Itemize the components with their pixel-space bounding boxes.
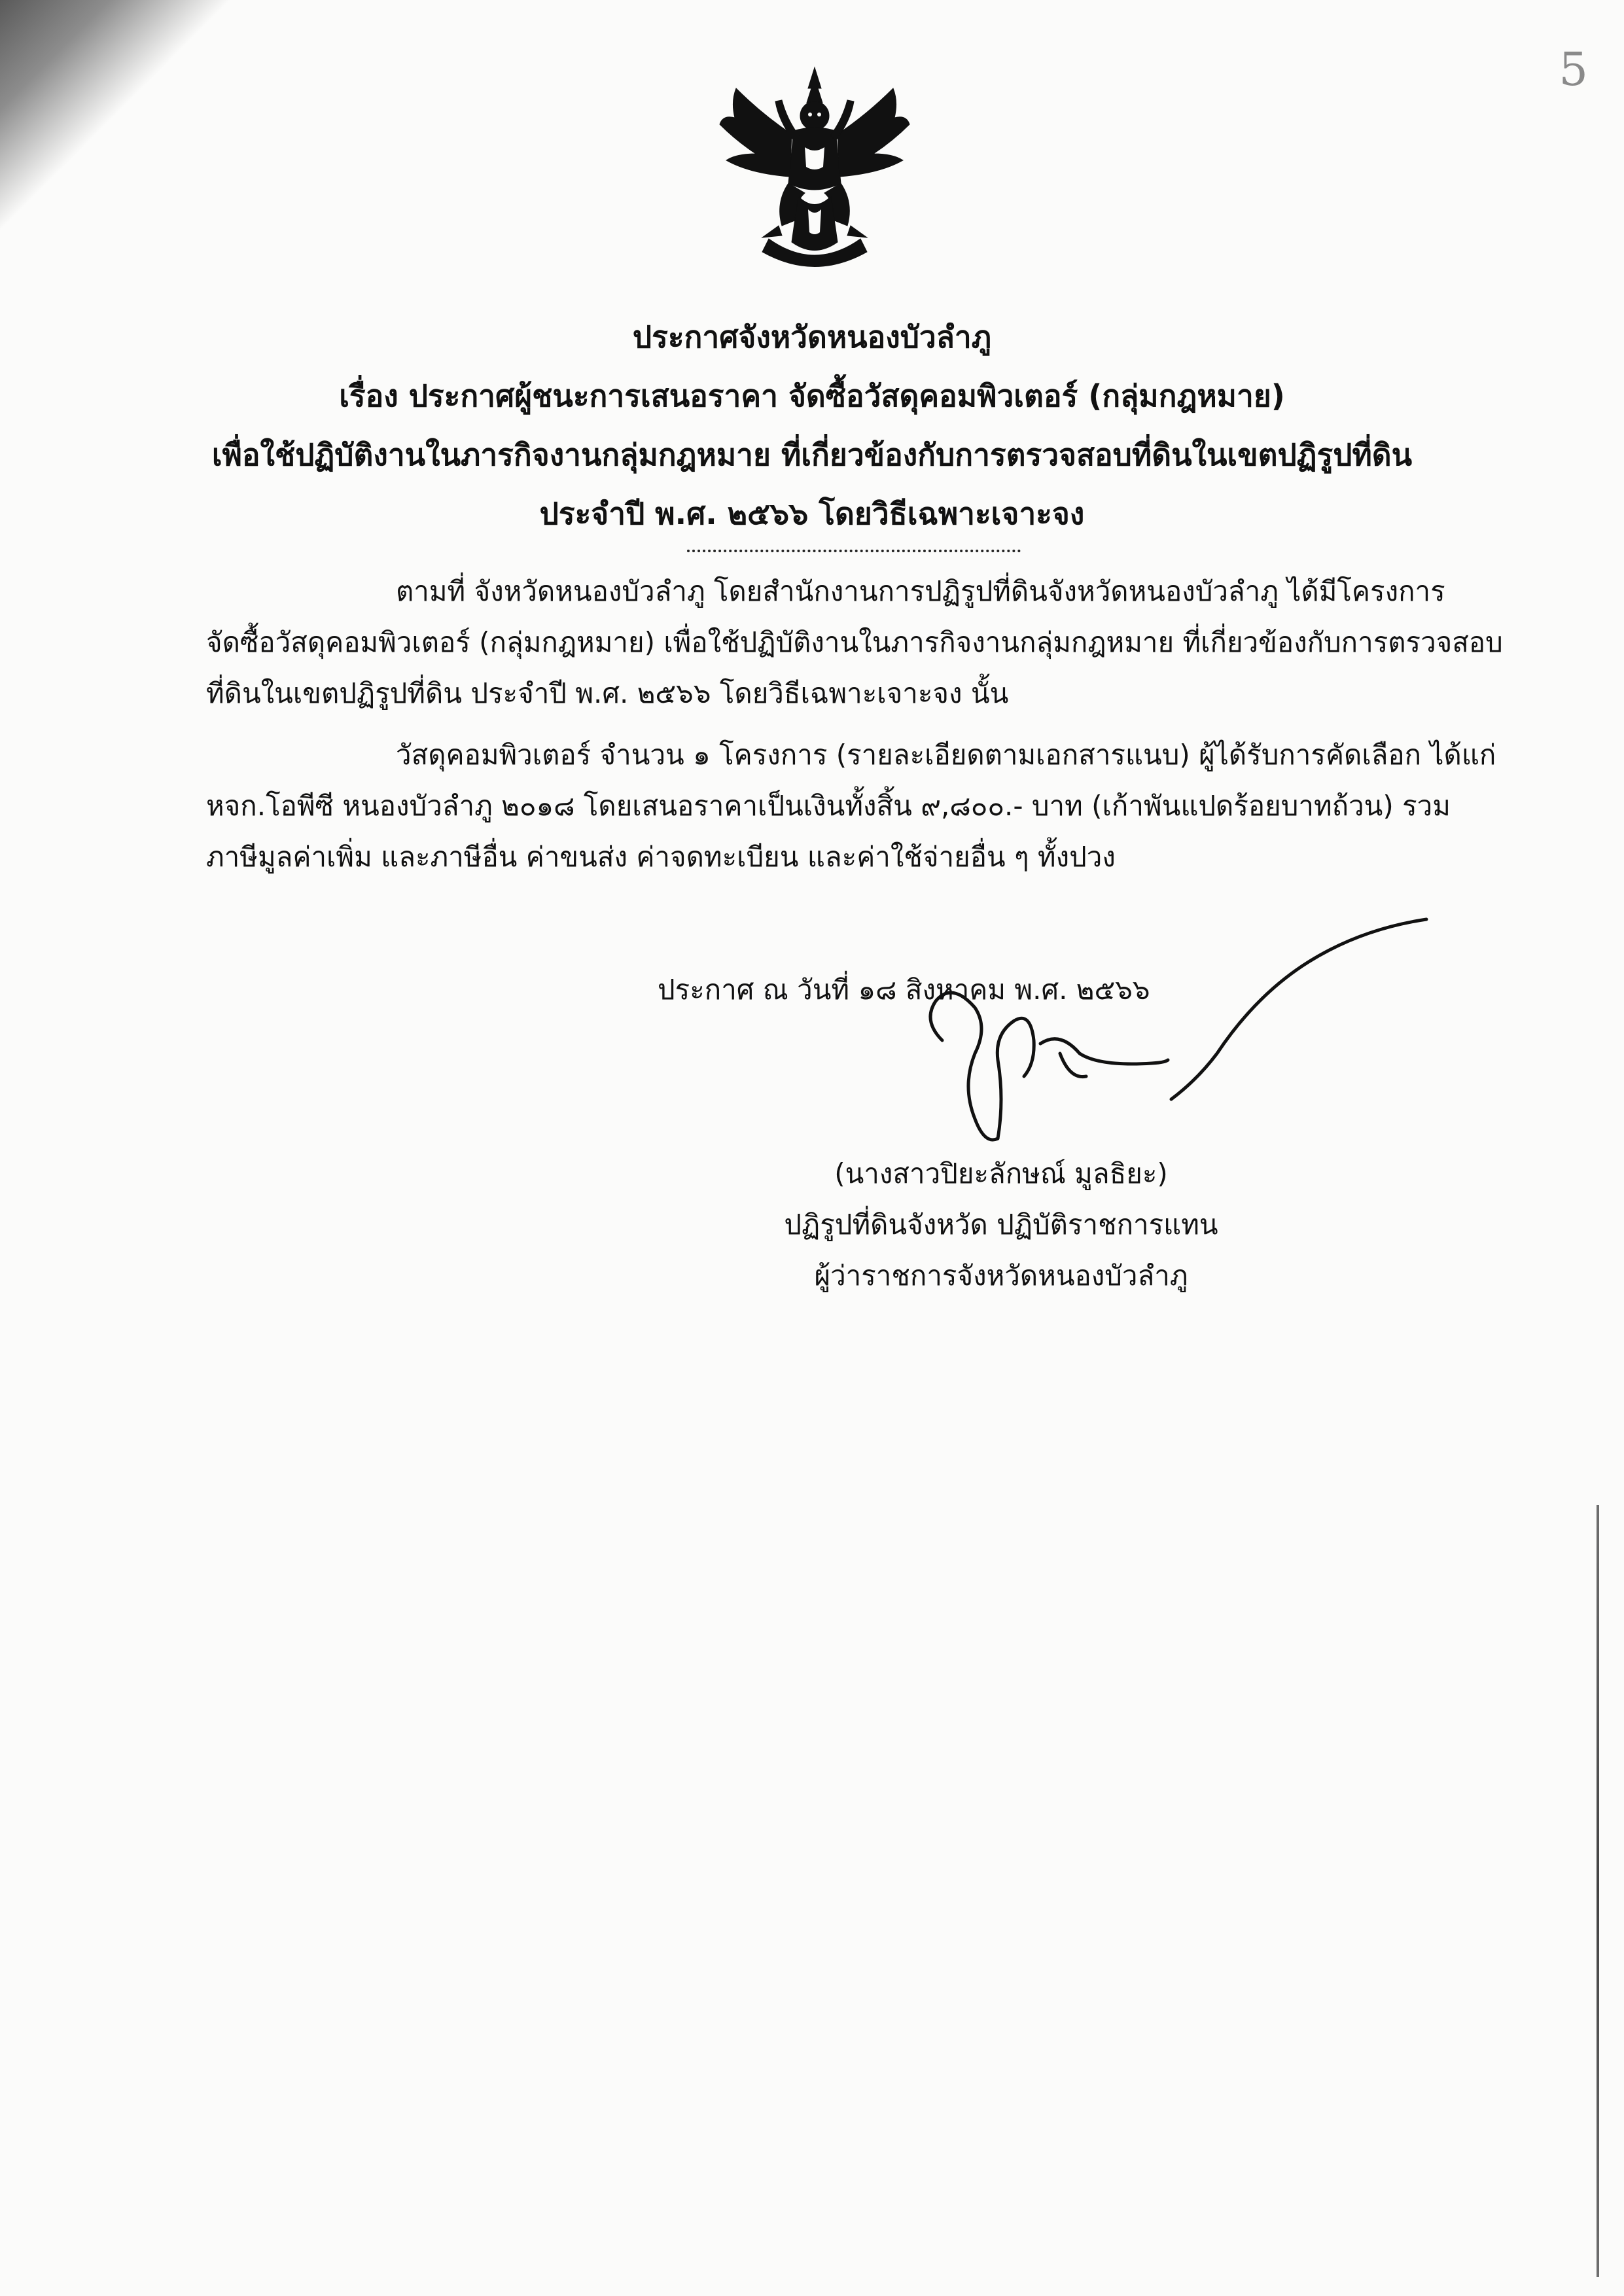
paragraph-background [206, 566, 1503, 719]
garuda-emblem-icon [716, 62, 913, 285]
scan-corner-shadow [0, 0, 275, 275]
dotted-divider [687, 550, 1021, 552]
heading-title: ประกาศจังหวัดหนองบัวลำภู [632, 319, 992, 355]
paragraph-line: หจก.โอพีซี หนองบัวลำภู ๒๐๑๘ โดยเสนอราคาเป็นเงินทั้งสิ้น ๙,๘๐๐.- บาท (เก้าพันแปดร้อยบาทถ้วน) รวม [206, 790, 1451, 822]
announcement-heading [0, 308, 1624, 543]
signatory-block [752, 1148, 1250, 1301]
heading-year-method: ประจำปี พ.ศ. ๒๕๖๖ โดยวิธีเฉพาะเจาะจง [539, 496, 1085, 531]
announcement-date: ประกาศ ณ วันที่ ๑๘ สิงหาคม พ.ศ. ๒๕๖๖ [658, 974, 1150, 1006]
handwritten-signature [890, 903, 1453, 1178]
paragraph-line: จัดซื้อวัสดุคอมพิวเตอร์ (กลุ่มกฎหมาย) เพื่อใช้ปฏิบัติงานในภารกิจงานกลุ่มกฎหมาย ที่เกี่ยวข้องกับการตรวจสอบ [206, 626, 1503, 658]
page-number: 5 [1559, 43, 1588, 96]
scan-edge-line [1597, 1505, 1599, 2277]
signatory-position-acting-for: ผู้ว่าราชการจังหวัดหนองบัวลำภู [814, 1260, 1188, 1292]
paragraph-line: ที่ดินในเขตปฏิรูปที่ดิน ประจำปี พ.ศ. ๒๕๖๖ โดยวิธีเฉพาะเจาะจง นั้น [206, 677, 1009, 709]
paragraph-line: วัสดุคอมพิวเตอร์ จำนวน ๑ โครงการ (รายละเอียดตามเอกสารแนบ) ผู้ได้รับการคัดเลือก ได้แก่ [396, 739, 1496, 771]
heading-subject: เรื่อง ประกาศผู้ชนะการเสนอราคา จัดซื้อวัสดุคอมพิวเตอร์ (กลุ่มกฎหมาย) [339, 378, 1285, 414]
signatory-position: ปฏิรูปที่ดินจังหวัด ปฏิบัติราชการแทน [784, 1209, 1218, 1241]
paragraph-line: ตามที่ จังหวัดหนองบัวลำภู โดยสำนักงานการปฏิรูปที่ดินจังหวัดหนองบัวลำภู ได้มีโครงการ [396, 575, 1445, 607]
paragraph-line: ภาษีมูลค่าเพิ่ม และภาษีอื่น ค่าขนส่ง ค่าจดทะเบียน และค่าใช้จ่ายอื่น ๆ ทั้งปวง [206, 841, 1116, 873]
heading-purpose: เพื่อใช้ปฏิบัติงานในภารกิจงานกลุ่มกฎหมาย ที่เกี่ยวข้องกับการตรวจสอบที่ดินในเขตปฏิรูปที่ดิน [211, 437, 1413, 472]
paragraph-award [206, 730, 1496, 883]
signatory-name: (นางสาวปิยะลักษณ์ มูลธิยะ) [834, 1157, 1168, 1190]
